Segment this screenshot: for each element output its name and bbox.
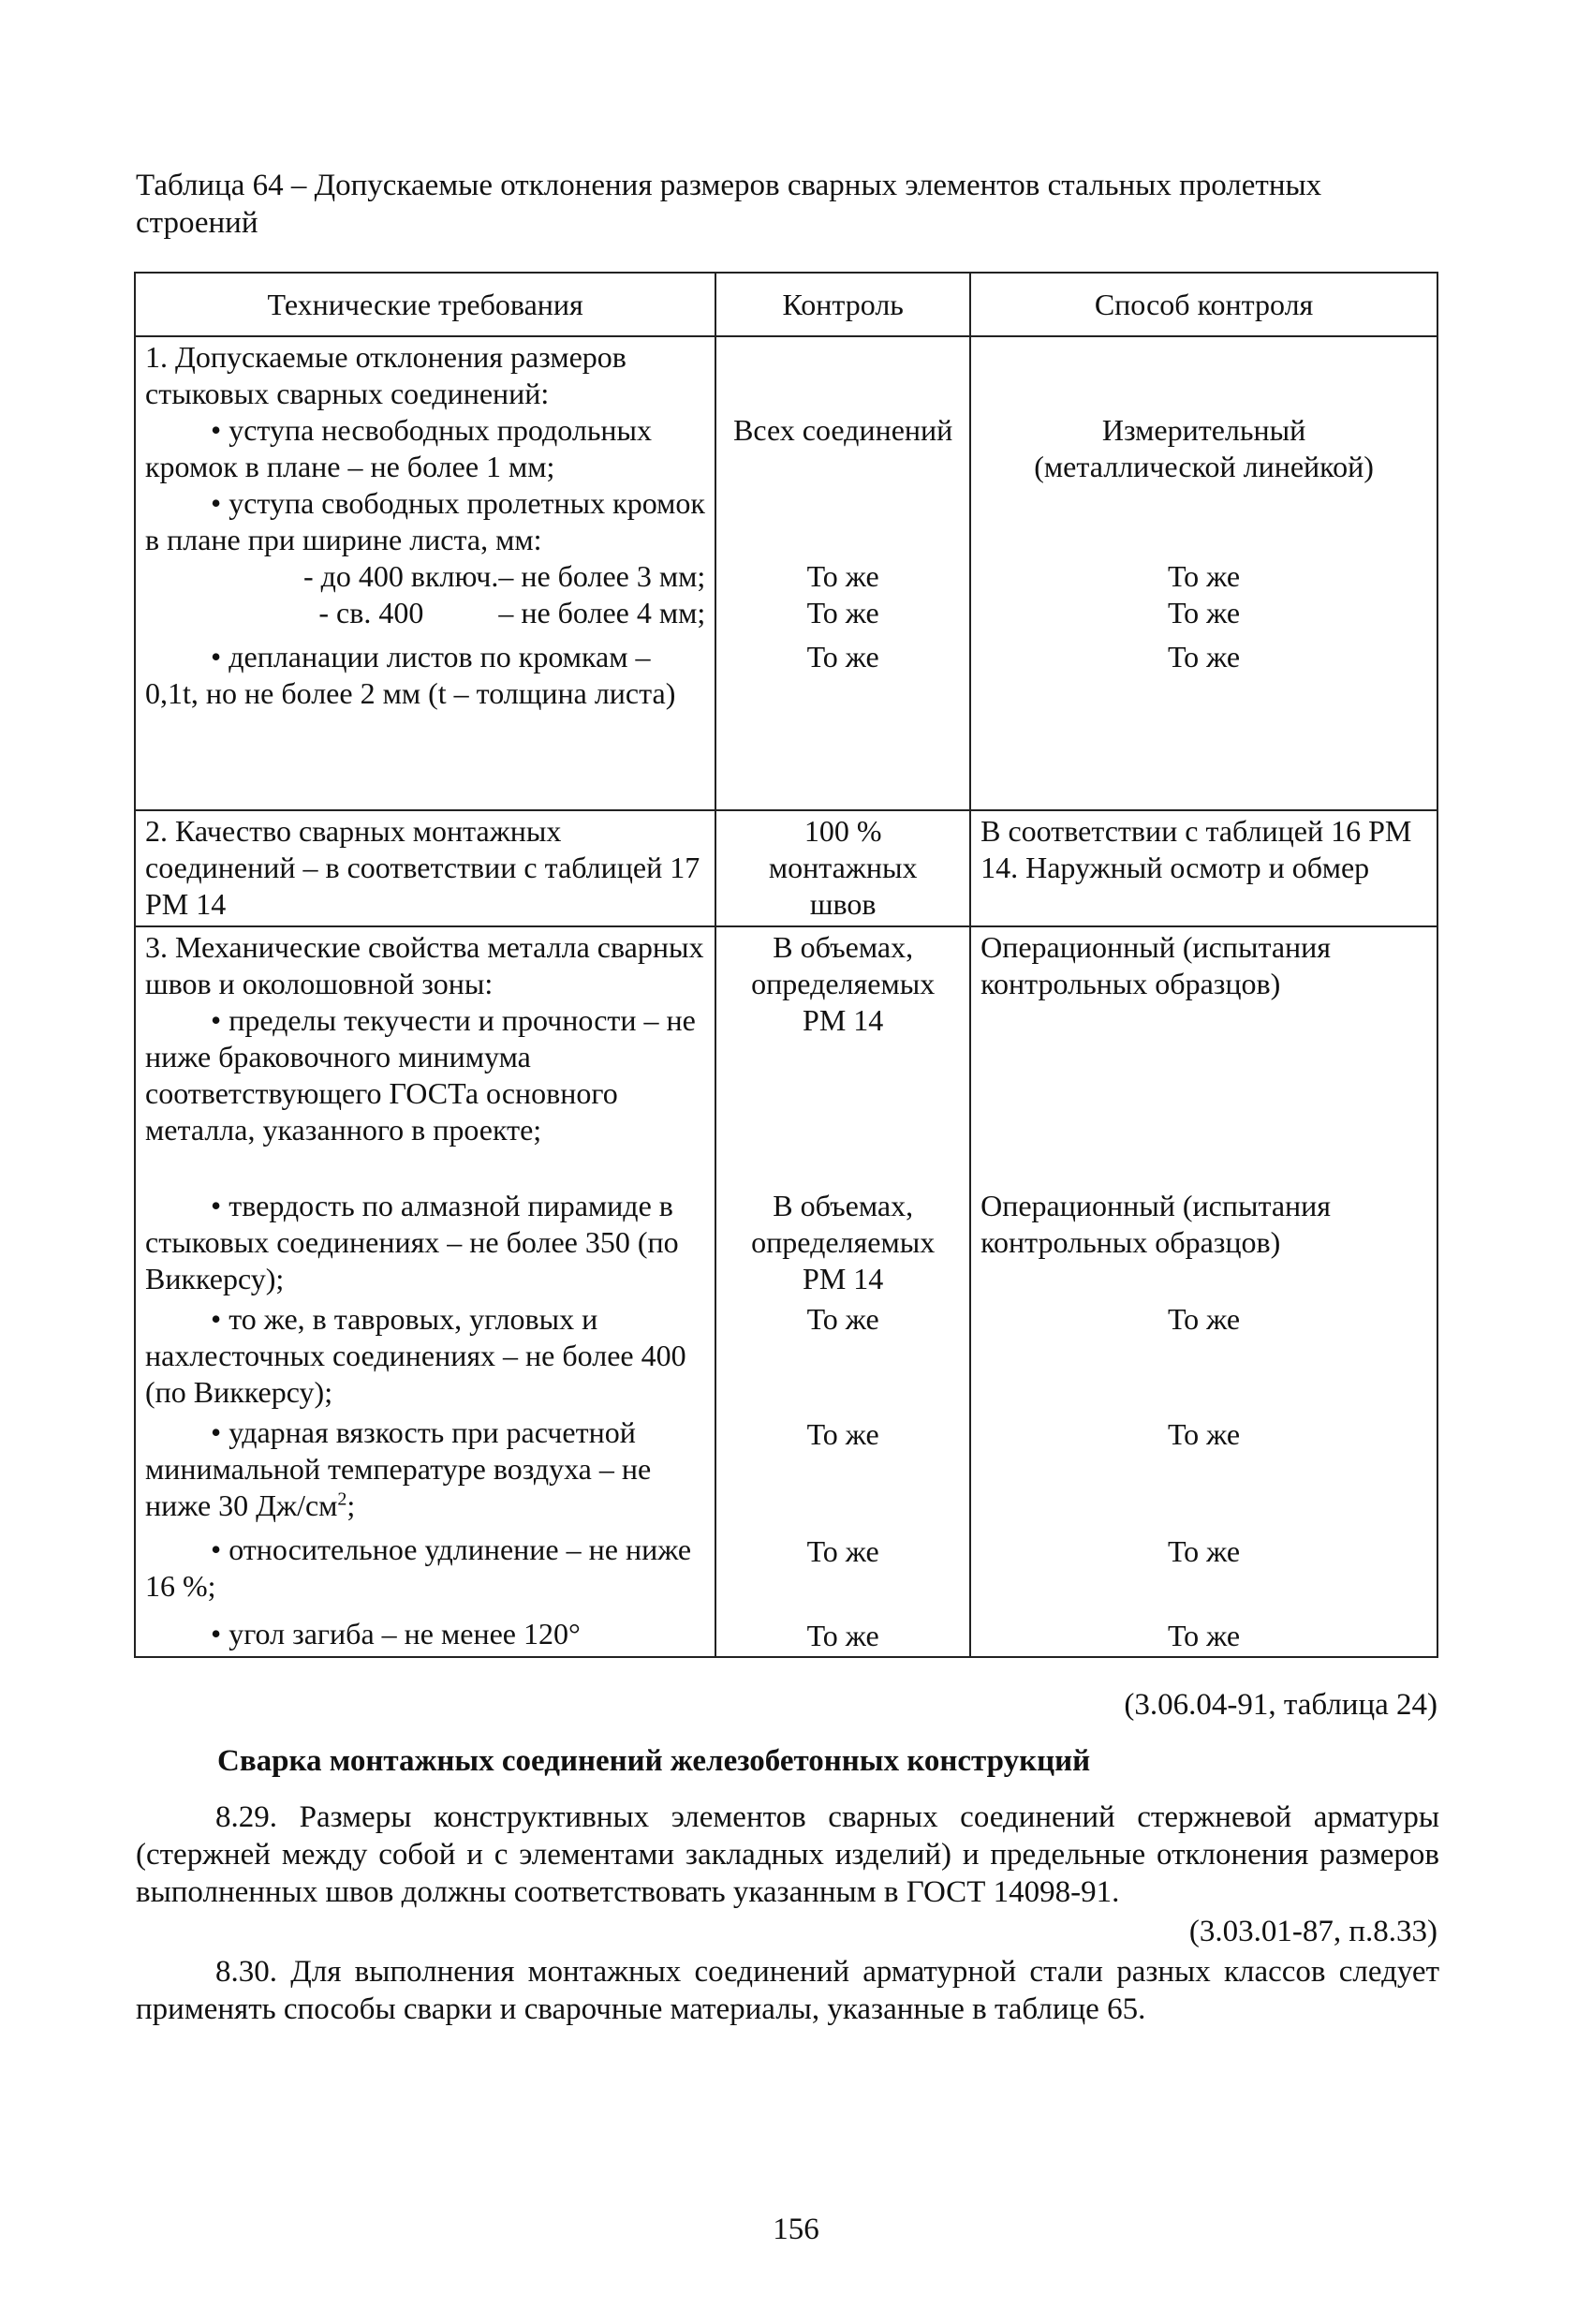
- row1-item-2a: - до 400 включ.– не более 3 мм;: [302, 559, 706, 593]
- paragraph-source-reference: (3.03.01-87, п.8.33): [1188, 1915, 1437, 1948]
- header-method: Способ контроля: [970, 273, 1437, 336]
- row1-control-1: Всех соединений: [733, 413, 953, 447]
- row3-item-1: • пределы текучести и прочности – не ниже браковочного минимума соответствующего ГОСТа основного металла, указанного в проекте;: [145, 1003, 696, 1147]
- row3-method-4: То же: [1168, 1417, 1241, 1451]
- table-source-reference: (3.06.04-91, таблица 24): [1124, 1688, 1437, 1722]
- row3-item-5: • относительное удлинение – не ниже 16 %;: [145, 1532, 692, 1603]
- row3-control: [715, 926, 970, 1657]
- row3-item-3: • то же, в тавровых, угловых и нахлесточных соединениях – не более 400 (по Виккерсу);: [145, 1302, 686, 1409]
- page-number: 156: [773, 2213, 819, 2246]
- row3-item-2: • твердость по алмазной пирамиде в стыковых соединениях – не более 350 (по Виккерсу);: [145, 1189, 679, 1295]
- table-row: [135, 926, 1437, 1657]
- row1-control-2b: То же: [806, 596, 879, 629]
- row3-control-1: В объемах, определяемых РМ 14: [751, 930, 936, 1037]
- row3-method-2: Операционный (испытания контрольных образцов): [980, 1189, 1332, 1259]
- table-caption: Таблица 64 – Допускаемые отклонения размеров сварных элементов стальных пролетных строений: [136, 169, 1322, 240]
- row3-control-2: В объемах, определяемых РМ 14: [751, 1189, 936, 1295]
- row1-method-2a: То же: [1168, 559, 1241, 593]
- row3-method-3: То же: [1168, 1302, 1241, 1336]
- section-heading: Сварка монтажных соединений железобетонных конструкций: [217, 1744, 1091, 1778]
- row2-control: 100 % монтажных швов: [715, 810, 970, 926]
- row3-item-6: • угол загиба – не менее 120°: [211, 1617, 581, 1650]
- row3-method: [970, 926, 1437, 1657]
- row1-requirements: [135, 336, 715, 810]
- row3-control-4: То же: [806, 1417, 879, 1451]
- paragraph-8-30: 8.30. Для выполнения монтажных соединений арматурной стали разных классов следует применять способы сварки и сварочные материалы, указанные в таблице 65.: [136, 1955, 1439, 2026]
- row1-item-2: • уступа свободных пролетных кромок в плане при ширине листа, мм:: [145, 486, 705, 556]
- row3-control-5: То же: [806, 1534, 879, 1568]
- row3-requirements: [135, 926, 715, 1657]
- header-control: Контроль: [715, 273, 970, 336]
- row1-method-1: Измерительный (металлической линейкой): [1034, 413, 1374, 483]
- row1-method-2b: То же: [1168, 596, 1241, 629]
- row1-control-2a: То же: [806, 559, 879, 593]
- row2-requirements: 2. Качество сварных монтажных соединений – в соответствии с таблицей 17 РМ 14: [135, 810, 715, 926]
- deviation-table: [134, 272, 1438, 1658]
- row1-item-2b-right: – не более 4 мм;: [498, 596, 706, 629]
- header-requirements: Технические требования: [135, 273, 715, 336]
- row1-item-3: • депланации листов по кромкам – 0,1t, но не более 2 мм (t – толщина листа): [145, 640, 676, 710]
- row3-item-4: • ударная вязкость при расчетной минимальной температуре воздуха – не ниже 30 $Дж/см^2$;: [145, 1415, 652, 1522]
- row2-method: В соответствии с таблицей 16 РМ 14. Наружный осмотр и обмер: [970, 810, 1437, 926]
- table-header-row: [135, 273, 1437, 336]
- row3-method-5: То же: [1168, 1534, 1241, 1568]
- row3-control-6: То же: [806, 1619, 879, 1652]
- row1-item-2b-left: - св. 400: [318, 596, 424, 629]
- paragraph-8-29: 8.29. Размеры конструктивных элементов сварных соединений стержневой арматуры (стержней между собой и с элементами закладных изделий) и предельные отклонения размеров выполненных швов должны соответствовать указанным в ГОСТ 14098-91.: [136, 1800, 1439, 1909]
- row3-control-3: То же: [806, 1302, 879, 1336]
- row3-method-1: Операционный (испытания контрольных образцов): [980, 930, 1332, 1000]
- row1-method-3: То же: [1168, 640, 1241, 674]
- row1-control-3: То же: [806, 640, 879, 674]
- row1-title: 1. Допускаемые отклонения размеров стыковых сварных соединений:: [145, 340, 626, 410]
- table-row: [135, 336, 1437, 810]
- row3-method-6: То же: [1168, 1619, 1241, 1652]
- row3-title: 3. Механические свойства металла сварных швов и околошовной зоны:: [145, 930, 704, 1000]
- row1-item-1: • уступа несвободных продольных кромок в плане – не более 1 мм;: [145, 413, 653, 483]
- row1-method: [970, 336, 1437, 810]
- row1-control: [715, 336, 970, 810]
- table-row: [135, 810, 1437, 926]
- row1-item-2b: [145, 595, 705, 631]
